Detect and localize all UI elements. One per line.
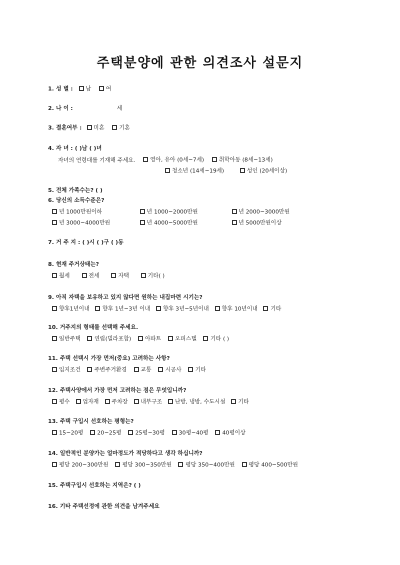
specs-options bbox=[52, 399, 255, 407]
option-3-5y[interactable]: 향후 3년~5년이내 bbox=[156, 306, 209, 314]
checkbox[interactable] bbox=[112, 125, 117, 130]
checkbox[interactable] bbox=[232, 220, 237, 225]
age-unit: 세 bbox=[116, 106, 123, 112]
option-other[interactable]: 기타 bbox=[188, 367, 206, 375]
checkbox[interactable] bbox=[134, 399, 139, 404]
option-income-3[interactable]: 년 2000~3000만원 bbox=[232, 209, 290, 217]
option-within-10y[interactable]: 향후 10년이내 bbox=[215, 306, 258, 314]
checkbox[interactable] bbox=[141, 273, 146, 278]
question-housing-status bbox=[48, 262, 99, 269]
option-apartment[interactable]: 아파트 bbox=[138, 336, 161, 344]
question-price bbox=[48, 451, 203, 458]
option-15-20[interactable]: 15~20평 bbox=[52, 430, 83, 438]
checkbox[interactable] bbox=[168, 399, 173, 404]
option-within-1y[interactable]: 향후1년이내 bbox=[52, 306, 90, 314]
option-layout[interactable]: 내부구조 bbox=[134, 399, 163, 407]
checkbox[interactable] bbox=[52, 209, 57, 214]
checkbox[interactable] bbox=[156, 306, 161, 311]
question-label: 6. 당신의 소득수준은? bbox=[48, 198, 105, 204]
option-income-6[interactable]: 년 5000만원이상 bbox=[232, 220, 282, 228]
option-environment[interactable]: 주변주거환경 bbox=[87, 367, 126, 375]
option-builder[interactable]: 시공사 bbox=[158, 367, 181, 375]
checkbox[interactable] bbox=[128, 430, 133, 435]
checkbox[interactable] bbox=[52, 367, 57, 372]
option-own-home[interactable]: 자택 bbox=[111, 273, 129, 281]
question-label: 9. 아직 자택을 보유하고 있지 않다면 원하는 내집마련 시기는? bbox=[48, 295, 203, 301]
option-jeonse[interactable]: 전세 bbox=[82, 273, 100, 281]
checkbox[interactable] bbox=[165, 168, 170, 173]
price-options bbox=[52, 462, 304, 470]
checkbox[interactable] bbox=[87, 367, 92, 372]
option-teen[interactable]: 청소년 (14세~19세) bbox=[165, 168, 224, 176]
checkbox[interactable] bbox=[138, 336, 143, 341]
option-materials[interactable]: 업자재 bbox=[76, 399, 99, 407]
question-gender bbox=[48, 86, 117, 94]
purchase-timing-options bbox=[52, 306, 287, 314]
option-detached[interactable]: 일반주택 bbox=[52, 336, 81, 344]
option-other[interactable]: 기타( ) bbox=[141, 273, 165, 281]
question-housing-type bbox=[48, 325, 138, 332]
option-utilities[interactable]: 난방, 냉방, 수도시설 bbox=[168, 399, 225, 407]
priority-options bbox=[52, 367, 212, 375]
option-price-3[interactable]: 평당 350~400만원 bbox=[178, 462, 234, 470]
question-marital bbox=[48, 125, 136, 133]
question-label: 16. 기타 주택선정에 관한 의견을 남겨주세요 bbox=[48, 504, 160, 510]
checkbox[interactable] bbox=[140, 209, 145, 214]
question-label: 7. 거 주 지 : ( )시 ( )구 ( )동 bbox=[48, 240, 124, 246]
checkbox[interactable] bbox=[168, 336, 173, 341]
option-other[interactable]: 기타 bbox=[263, 306, 281, 314]
checkbox[interactable] bbox=[105, 399, 110, 404]
checkbox[interactable] bbox=[263, 306, 268, 311]
option-1-3y[interactable]: 향후 1년~3년 이내 bbox=[95, 306, 150, 314]
option-25-30[interactable]: 25평~30평 bbox=[128, 430, 165, 438]
question-label: 2. 나 이 : bbox=[48, 106, 73, 112]
preferred-size-options bbox=[52, 430, 252, 438]
checkbox[interactable] bbox=[82, 273, 87, 278]
question-label: 8. 현재 주거상태는? bbox=[48, 262, 99, 268]
checkbox[interactable] bbox=[231, 399, 236, 404]
checkbox[interactable] bbox=[215, 306, 220, 311]
question-label: 13. 주택 구입시 선호하는 평형는? bbox=[48, 419, 134, 425]
question-label: 4. 자 녀 : ( )남 ( )녀 bbox=[48, 146, 102, 152]
checkbox[interactable] bbox=[212, 157, 217, 162]
option-income-4[interactable]: 년 3000~4000만원 bbox=[52, 220, 132, 228]
checkbox[interactable] bbox=[95, 306, 100, 311]
checkbox[interactable] bbox=[90, 430, 95, 435]
checkbox[interactable] bbox=[115, 462, 120, 467]
option-villa[interactable]: 연립(빌라포함) bbox=[87, 336, 131, 344]
checkbox[interactable] bbox=[111, 273, 116, 278]
option-monthly-rent[interactable]: 월세 bbox=[52, 273, 70, 281]
option-single[interactable]: 미혼 bbox=[87, 125, 105, 133]
checkbox[interactable] bbox=[242, 462, 247, 467]
question-label: 15. 주택구입시 선호하는 지역은? ( ) bbox=[48, 483, 141, 489]
checkbox[interactable] bbox=[134, 367, 139, 372]
question-specs bbox=[48, 388, 186, 395]
question-age bbox=[48, 106, 122, 113]
checkbox[interactable] bbox=[52, 430, 57, 435]
checkbox[interactable] bbox=[172, 430, 177, 435]
checkbox[interactable] bbox=[143, 157, 148, 162]
option-transport[interactable]: 교통 bbox=[134, 367, 152, 375]
question-income bbox=[48, 198, 104, 205]
checkbox[interactable] bbox=[178, 462, 183, 467]
question-preferred-region bbox=[48, 483, 141, 490]
question-preferred-size bbox=[48, 419, 134, 426]
option-officetel[interactable]: 오피스텔 bbox=[168, 336, 197, 344]
children-note: 자녀의 연령대를 기재해 주세요. bbox=[58, 157, 136, 164]
question-comments bbox=[48, 504, 160, 511]
checkbox[interactable] bbox=[52, 399, 57, 404]
option-price-4[interactable]: 평당 400~500만원 bbox=[242, 462, 298, 470]
option-school-child[interactable]: 취학아동 (8세~13세) bbox=[212, 157, 273, 165]
question-residence bbox=[48, 240, 124, 247]
option-other[interactable]: 기타 bbox=[231, 399, 249, 407]
children-age-row1 bbox=[58, 157, 279, 165]
question-label: 14. 일반적인 분양가는 얼마정도가 적당하다고 생각 하십니까? bbox=[48, 451, 203, 457]
option-parking[interactable]: 주차장 bbox=[105, 399, 128, 407]
housing-status-options bbox=[52, 273, 171, 281]
option-other[interactable]: 기타 ( ) bbox=[203, 336, 229, 344]
option-married[interactable]: 기혼 bbox=[112, 125, 130, 133]
question-priority bbox=[48, 356, 170, 363]
question-label: 5. 전체 가족수는? ( ) bbox=[48, 188, 103, 194]
question-family-size bbox=[48, 188, 103, 195]
option-female[interactable]: 여 bbox=[99, 86, 111, 94]
option-30-40[interactable]: 30평~40평 bbox=[172, 430, 209, 438]
option-income-2[interactable]: 년 1000~2000만원 bbox=[140, 209, 224, 217]
option-20-25[interactable]: 20~25평 bbox=[90, 430, 121, 438]
question-children bbox=[48, 146, 102, 153]
checkbox[interactable] bbox=[232, 209, 237, 214]
question-label: 10. 거주지의 형태를 선택해 주세요. bbox=[48, 325, 139, 331]
checkbox[interactable] bbox=[99, 86, 104, 91]
income-row1 bbox=[52, 209, 296, 217]
page-title: 주택분양에 관한 의견조사 설문지 bbox=[96, 56, 304, 71]
option-adult[interactable]: 성인 (20세이상) bbox=[240, 168, 287, 176]
question-label: 1. 성 별 : bbox=[48, 86, 73, 93]
checkbox[interactable] bbox=[215, 430, 220, 435]
option-income-5[interactable]: 년 4000~5000만원 bbox=[140, 220, 224, 228]
checkbox[interactable] bbox=[52, 306, 57, 311]
children-age-row2 bbox=[165, 168, 293, 176]
checkbox[interactable] bbox=[52, 220, 57, 225]
checkbox[interactable] bbox=[188, 367, 193, 372]
option-male[interactable]: 남 bbox=[79, 86, 91, 94]
checkbox[interactable] bbox=[79, 86, 84, 91]
checkbox[interactable] bbox=[87, 125, 92, 130]
option-location[interactable]: 입지조건 bbox=[52, 367, 81, 375]
option-price-1[interactable]: 평당 200~300만원 bbox=[52, 462, 108, 470]
checkbox[interactable] bbox=[52, 273, 57, 278]
question-label: 12. 주택사양에서 가장 먼저 고려하는 점은 무엇입니까? bbox=[48, 388, 187, 394]
checkbox[interactable] bbox=[52, 462, 57, 467]
income-row2 bbox=[52, 220, 288, 228]
option-40-plus[interactable]: 40평이상 bbox=[215, 430, 245, 438]
checkbox[interactable] bbox=[158, 367, 163, 372]
option-price-2[interactable]: 평당 300~350만원 bbox=[115, 462, 171, 470]
checkbox[interactable] bbox=[87, 336, 92, 341]
option-income-1[interactable]: 년 1000만원이하 bbox=[52, 209, 132, 217]
checkbox[interactable] bbox=[240, 168, 245, 173]
checkbox[interactable] bbox=[203, 336, 208, 341]
option-size[interactable]: 평수 bbox=[52, 399, 70, 407]
question-purchase-timing bbox=[48, 295, 203, 302]
option-infant[interactable]: 영아, 유아 (0세~7세) bbox=[143, 157, 204, 165]
checkbox[interactable] bbox=[52, 336, 57, 341]
question-label: 3. 결혼여부 : bbox=[48, 125, 82, 132]
question-label: 11. 주택 선택시 가장 먼저(중요) 고려하는 사항? bbox=[48, 356, 170, 362]
checkbox[interactable] bbox=[76, 399, 81, 404]
housing-type-options bbox=[52, 336, 235, 344]
checkbox[interactable] bbox=[140, 220, 145, 225]
